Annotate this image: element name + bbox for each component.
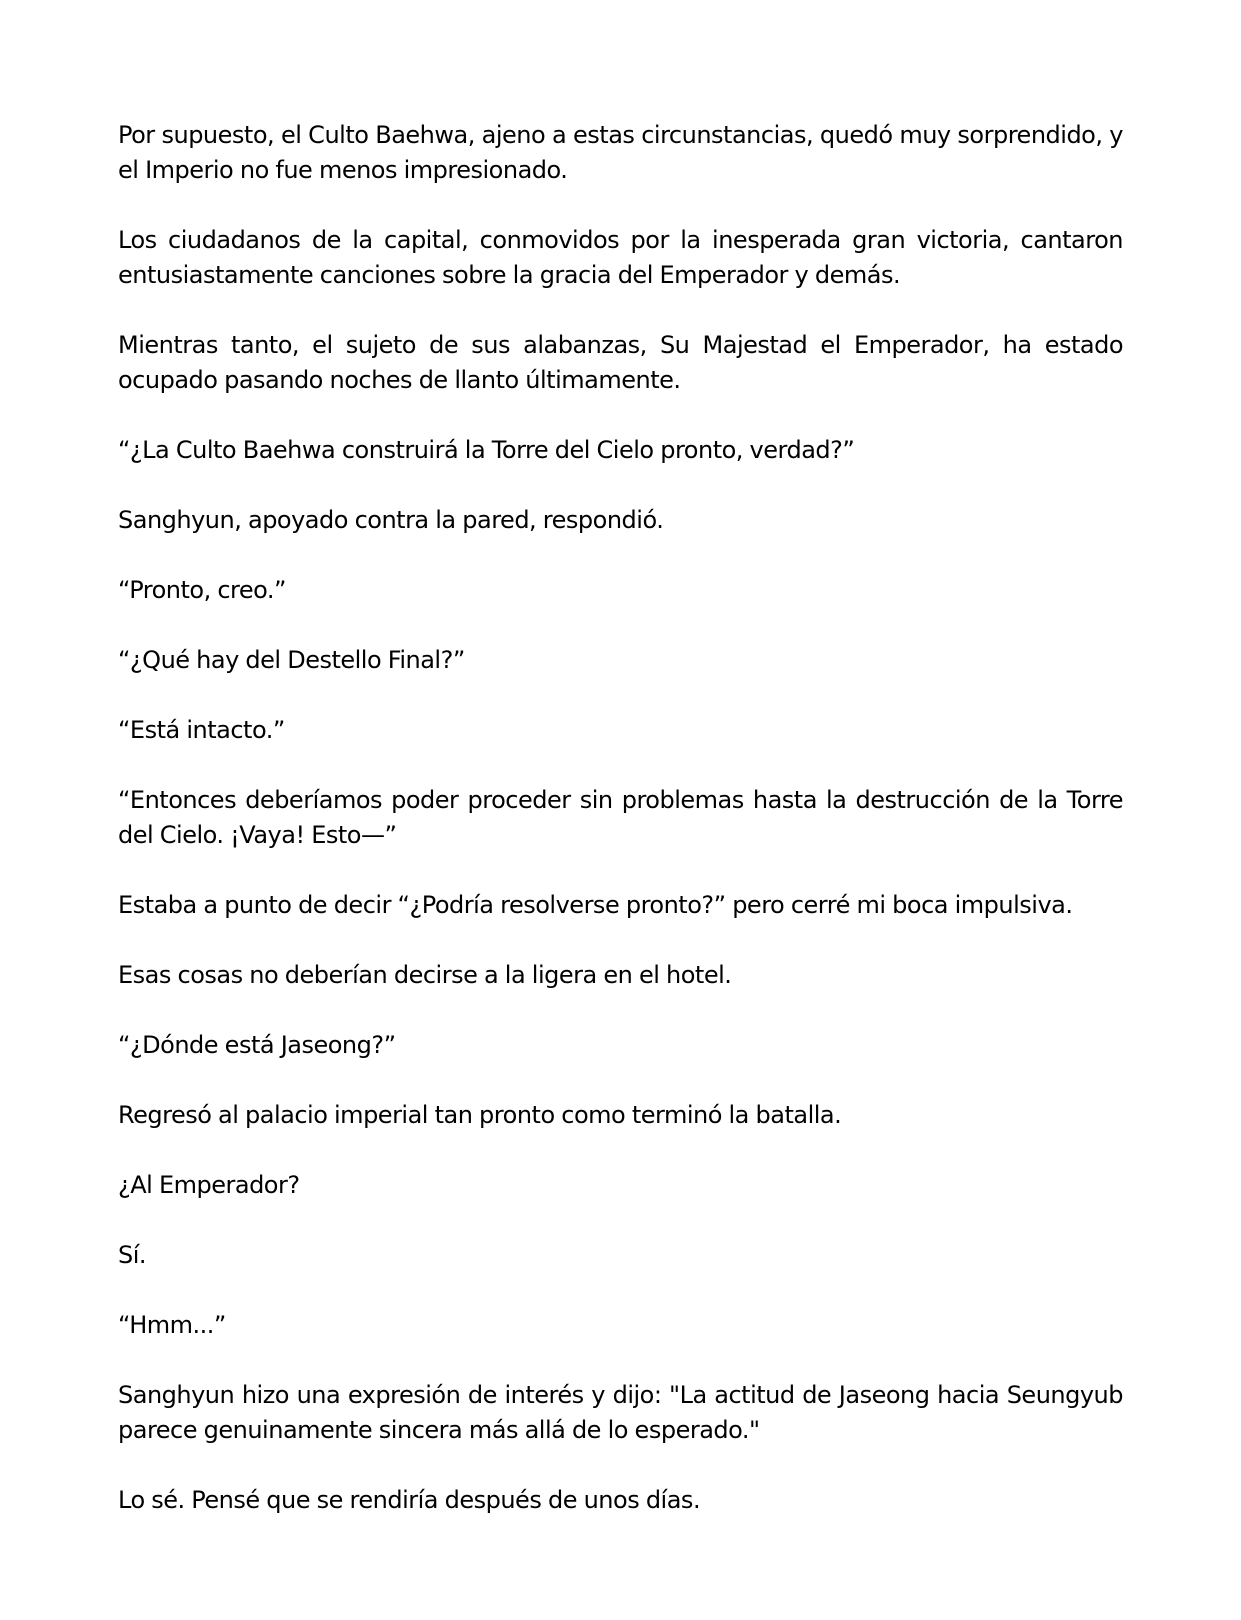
- paragraph-3: Mientras tanto, el sujeto de sus alabanzas, Su Majestad el Emperador, ha estado ocupado pasando noches de llanto últimamente.: [118, 331, 1123, 394]
- paragraph-9: “Entonces deberíamos poder proceder sin problemas hasta la destrucción de la Torre del Cielo. ¡Vaya! Esto—”: [118, 786, 1123, 849]
- paragraph-4: “¿La Culto Baehwa construirá la Torre del Cielo pronto, verdad?”: [118, 436, 855, 464]
- paragraph-17: Sanghyun hizo una expresión de interés y dijo: "La actitud de Jaseong hacia Seungyub parece genuinamente sincera más allá de lo esperado.": [118, 1381, 1123, 1444]
- paragraph-7: “¿Qué hay del Destello Final?”: [118, 646, 465, 674]
- paragraph-11: Esas cosas no deberían decirse a la ligera en el hotel.: [118, 961, 732, 989]
- paragraph-10: Estaba a punto de decir “¿Podría resolverse pronto?” pero cerré mi boca impulsiva.: [118, 891, 1073, 919]
- paragraph-16: “Hmm...”: [118, 1311, 226, 1339]
- paragraph-5: Sanghyun, apoyado contra la pared, respondió.: [118, 506, 664, 534]
- paragraph-18: Lo sé. Pensé que se rendiría después de unos días.: [118, 1486, 701, 1514]
- paragraph-8: “Está intacto.”: [118, 716, 285, 744]
- paragraph-1: Por supuesto, el Culto Baehwa, ajeno a estas circunstancias, quedó muy sorprendido, y el Imperio no fue menos impresionado.: [118, 121, 1123, 184]
- paragraph-14: ¿Al Emperador?: [118, 1171, 300, 1199]
- document-body: [118, 118, 1123, 1518]
- paragraph-2: Los ciudadanos de la capital, conmovidos por la inesperada gran victoria, cantaron entusiastamente canciones sobre la gracia del Emperador y demás.: [118, 226, 1123, 289]
- paragraph-6: “Pronto, creo.”: [118, 576, 286, 604]
- paragraph-13: Regresó al palacio imperial tan pronto como terminó la batalla.: [118, 1101, 842, 1129]
- paragraph-12: “¿Dónde está Jaseong?”: [118, 1031, 396, 1059]
- paragraph-15: Sí.: [118, 1241, 147, 1269]
